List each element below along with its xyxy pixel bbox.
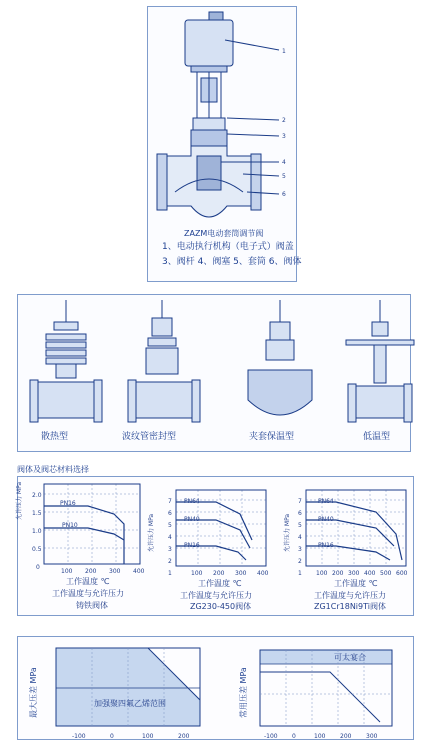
variant-heat-dissipation-drawing <box>26 300 106 430</box>
chart-2-xtick: 300 <box>235 570 247 577</box>
chart-2-xtick: 400 <box>257 570 269 577</box>
chart-3-ytick: 1 <box>298 570 302 577</box>
chart-2-caption-2: 工作温度与允许压力 <box>180 591 252 600</box>
chart-1-ytick: 0.5 <box>32 546 42 553</box>
materials-title: 阀体及阀芯材料选择 <box>17 465 89 474</box>
variant-label-4: 低温型 <box>363 432 391 442</box>
chart-2-ytick: 1 <box>168 570 172 577</box>
chart-1-line-label: PN10 <box>62 522 78 529</box>
chart-3-ytick: 5 <box>298 522 302 529</box>
chart-2-caption-1: 工作温度 ℃ <box>198 579 242 588</box>
variant-label-2: 波纹管密封型 <box>122 432 177 442</box>
chart-3-xtick: 100 <box>316 570 328 577</box>
common-pressure-xtick: 0 <box>292 733 296 740</box>
max-pressure-xtick: 200 <box>178 733 190 740</box>
common-pressure-plot <box>260 650 392 726</box>
chart-3-ytick: 3 <box>298 546 302 553</box>
diagram-title: ZAZM电动套筒调节阀 <box>184 229 264 238</box>
chart-3-ytick: 6 <box>298 510 302 517</box>
chart-3-ytick: 4 <box>298 534 302 541</box>
chart-3-caption-3: ZG1Cr18Ni9Ti阀体 <box>314 602 386 611</box>
common-pressure-xtick: -100 <box>264 733 278 740</box>
chart-3-xtick: 600 <box>396 570 408 577</box>
chart-1-caption-1: 工作温度 ℃ <box>66 577 110 586</box>
variant-bellows-seal-drawing <box>124 300 204 430</box>
chart-3-line-label: PN16 <box>318 542 334 549</box>
common-pressure-ylabel: 常用压差 MPa <box>239 667 248 718</box>
legend-line-2: 3、阀杆 4、阀塞 5、套筒 6、阀体 <box>162 257 302 267</box>
chart-2-xtick: 200 <box>213 570 225 577</box>
chart-1-ylabel: 允许压力 MPa <box>16 481 23 520</box>
chart-2-line-label: PN16 <box>184 542 200 549</box>
max-pressure-region-label: 加强聚四氟乙烯范围 <box>94 699 166 708</box>
callout-2: 2 <box>282 117 286 124</box>
max-pressure-xtick: 0 <box>110 733 114 740</box>
chart-2-ytick: 4 <box>168 534 172 541</box>
valve-assembly-drawing <box>147 6 295 236</box>
chart-3-caption-1: 工作温度 ℃ <box>334 579 378 588</box>
chart-2-ytick: 3 <box>168 546 172 553</box>
chart-3-xtick: 200 <box>332 570 344 577</box>
callout-6: 6 <box>282 191 286 198</box>
chart-2-ytick: 5 <box>168 522 172 529</box>
chart-1-xtick: 100 <box>61 568 73 575</box>
chart-1-xtick: 300 <box>109 568 121 575</box>
chart-1-plot <box>44 484 140 564</box>
chart-3-caption-2: 工作温度与允许压力 <box>314 591 386 600</box>
callout-5: 5 <box>282 173 286 180</box>
common-pressure-xtick: 100 <box>314 733 326 740</box>
chart-1-xtick: 400 <box>133 568 145 575</box>
common-pressure-xtick: 300 <box>366 733 378 740</box>
callout-4: 4 <box>282 159 286 166</box>
callout-3: 3 <box>282 133 286 140</box>
chart-2-ytick: 2 <box>168 558 172 565</box>
variant-jacket-insulation-drawing <box>240 300 320 430</box>
callout-1: 1 <box>282 48 286 55</box>
legend-line-1: 1、电动执行机构（电子式）阀盖 <box>162 242 294 252</box>
chart-3-ytick: 7 <box>298 498 302 505</box>
variant-label-1: 散热型 <box>41 432 69 442</box>
chart-1-ytick: 2.0 <box>32 492 42 499</box>
variant-label-3: 夹套保温型 <box>249 432 295 442</box>
max-pressure-ylabel: 最大压差 MPa <box>29 667 38 718</box>
max-pressure-xtick: -100 <box>72 733 86 740</box>
chart-3-ytick: 2 <box>298 558 302 565</box>
chart-2-line-label: PN40 <box>184 516 200 523</box>
chart-2-ytick: 6 <box>168 510 172 517</box>
chart-1-caption-3: 铸铁阀体 <box>76 601 108 610</box>
chart-3-line-label: PN40 <box>318 516 334 523</box>
chart-3-xtick: 500 <box>380 570 392 577</box>
chart-2-ytick: 7 <box>168 498 172 505</box>
chart-1-line-label: PN16 <box>60 500 76 507</box>
chart-1-ytick: 1.5 <box>32 510 42 517</box>
chart-2-caption-3: ZG230-450阀体 <box>190 602 252 611</box>
max-pressure-plot <box>56 648 200 726</box>
chart-2-ylabel: 允许压力 MPa <box>148 513 155 552</box>
chart-3-xtick: 300 <box>348 570 360 577</box>
common-pressure-xtick: 200 <box>340 733 352 740</box>
chart-1-xtick: 200 <box>85 568 97 575</box>
chart-2-line-label: PN64 <box>184 498 200 505</box>
max-pressure-xtick: 100 <box>142 733 154 740</box>
variant-low-temp-drawing <box>340 300 420 430</box>
chart-3-ylabel: 允许压力 MPa <box>284 513 291 552</box>
chart-2-xtick: 100 <box>191 570 203 577</box>
chart-3-line-label: PN64 <box>318 498 334 505</box>
chart-1-ytick: 1.0 <box>32 528 42 535</box>
chart-1-caption-2: 工作温度与允许压力 <box>52 589 124 598</box>
common-pressure-region-label: 可太宴合 <box>334 653 366 662</box>
chart-1-ytick: 0 <box>36 564 40 571</box>
chart-3-xtick: 400 <box>364 570 376 577</box>
